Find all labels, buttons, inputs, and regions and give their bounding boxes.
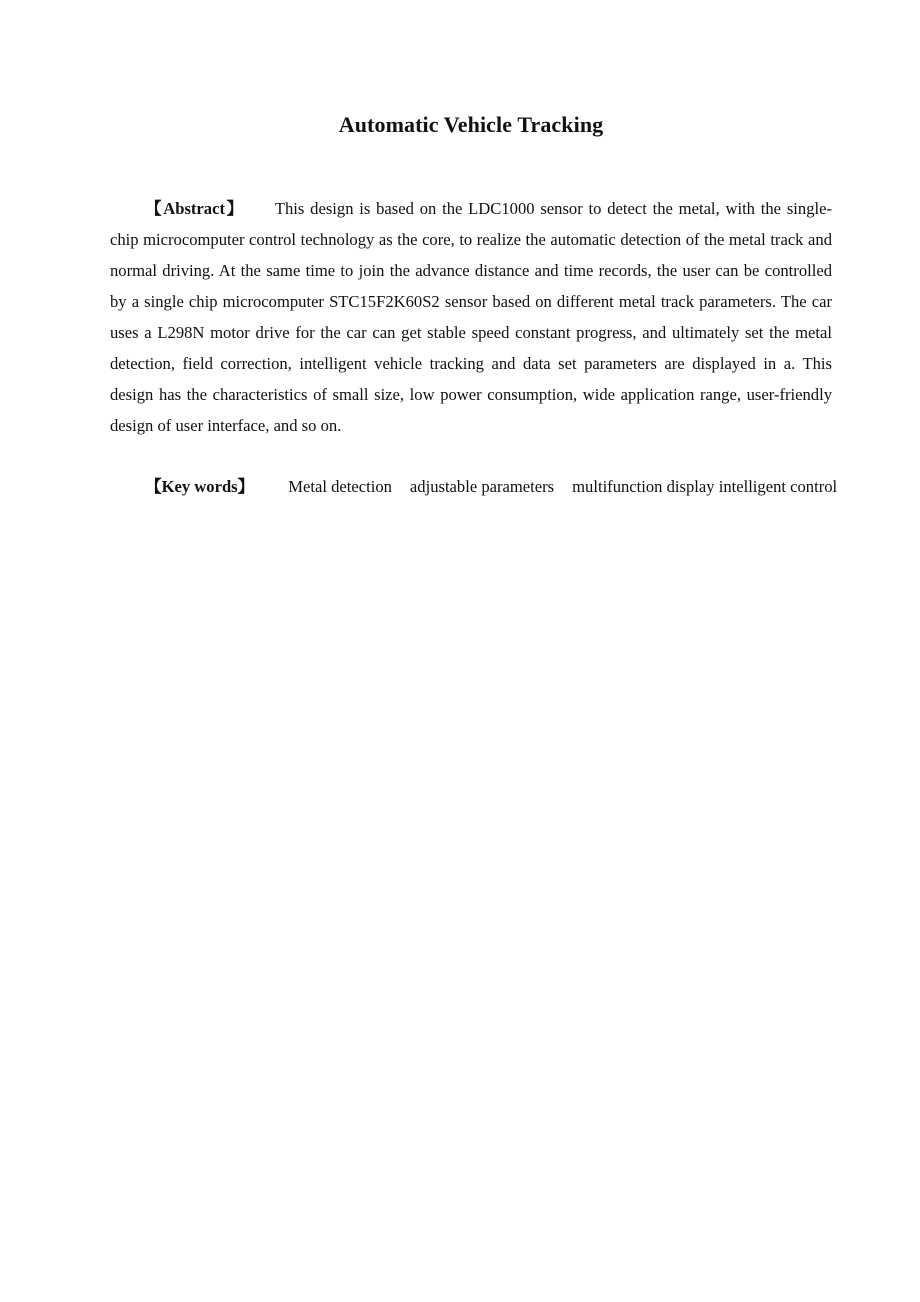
keyword-item: Metal detection [288, 477, 392, 496]
abstract-text: This design is based on the LDC1000 sensor to detect the metal, with the single-chip microcomputer control technology as the core, to realize the automatic detection of the metal track and normal driving. At the same time to join the advance distance and time records, the user can be controlled by a single chip microcomputer STC15F2K60S2 sensor based on different metal track parameters. The car uses a L298N motor drive for the car can get stable speed constant progress, and ultimately set the metal detection, field correction, intelligent vehicle tracking and data set parameters are displayed in a. This design has the characteristics of small size, low power consumption, wide application range, user-friendly design of user interface, and so on. [110, 199, 832, 435]
document-title: Automatic Vehicle Tracking [338, 112, 604, 137]
keyword-item: adjustable parameters [409, 477, 555, 496]
abstract-label: 【Abstract】 [145, 199, 245, 218]
keywords-paragraph [110, 471, 860, 502]
keyword-item: multifunction display intelligent control [572, 477, 838, 496]
keywords-label: 【Key words】 [145, 477, 255, 496]
abstract-paragraph [110, 193, 832, 441]
